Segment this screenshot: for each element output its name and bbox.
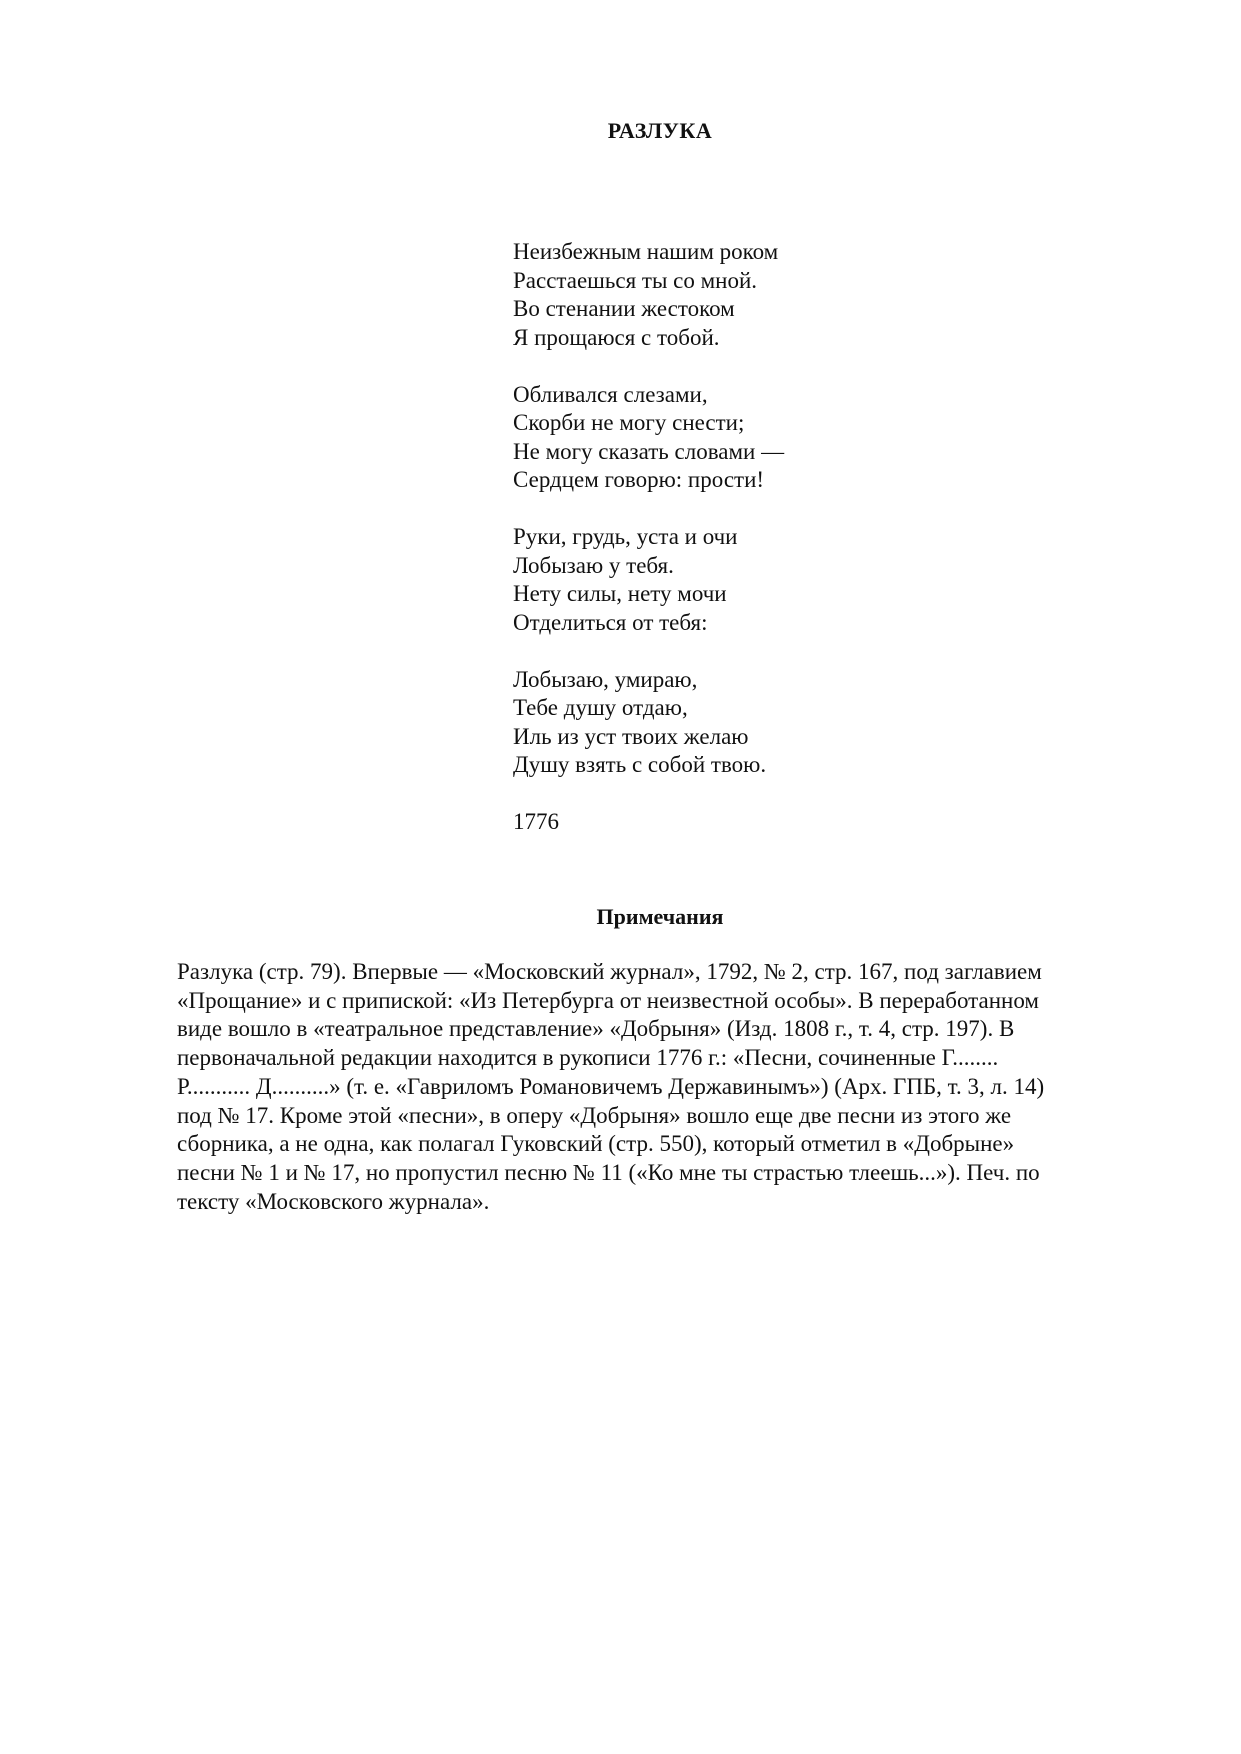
notes-paragraph <box>177 958 1137 1216</box>
stanza-3 <box>513 523 1013 637</box>
poem-line: Иль из уст твоих желаю <box>513 723 749 749</box>
poem-line: Обливался слезами, <box>513 381 708 407</box>
poem-line: Я прощаюся с тобой. <box>513 324 720 350</box>
poem-line: Сердцем говорю: прости! <box>513 467 765 492</box>
notes-line: тексту «Московского журнала». <box>177 1188 490 1214</box>
stanza-4 <box>513 666 1013 780</box>
notes-line: песни № 1 и № 17, но пропустил песню № 11 («Ко мне ты страстью тлеешь...»). Печ. по <box>177 1159 1040 1185</box>
poem-line: Лобызаю, умираю, <box>513 666 698 692</box>
poem-line: Нету силы, нету мочи <box>513 581 727 606</box>
poem-line: Душу взять с собой твою. <box>513 752 767 777</box>
poem-line: Во стенании жестоком <box>513 296 735 321</box>
poem-line: Неизбежным нашим роком <box>513 239 779 264</box>
stanza-1 <box>513 238 1013 352</box>
notes-line: сборника, а не одна, как полагал Гуковский (стр. 550), который отметил в «Добрыне» <box>177 1131 1015 1157</box>
poem-line: Скорби не могу снести; <box>513 410 745 435</box>
notes-line: под № 17. Кроме этой «песни», в оперу «Добрыня» вошло еще две песни из этого же <box>177 1102 1012 1128</box>
notes-line: «Прощание» и с припиской: «Из Петербурга от неизвестной особы». В переработанном <box>177 987 1039 1013</box>
notes-line: Разлука (стр. 79). Впервые — «Московский журнал», 1792, № 2, стр. 167, под заглавием <box>177 959 1042 984</box>
notes-heading: Примечания <box>596 904 724 929</box>
notes-line: виде вошло в «театральное представление» «Добрыня» (Изд. 1808 г., т. 4, стр. 197). В <box>177 1016 1015 1042</box>
poem-year: 1776 <box>513 809 559 834</box>
poem-line: Лобызаю у тебя. <box>513 552 674 578</box>
poem-line: Расстаешься ты со мной. <box>513 267 758 293</box>
poem-line: Не могу сказать словами — <box>513 438 785 464</box>
poem-body <box>513 238 1013 837</box>
notes-line: первоначальной редакции находится в рукописи 1776 г.: «Песни, сочиненные Г........ <box>177 1045 999 1071</box>
poem-line: Отделиться от тебя: <box>513 609 708 635</box>
stanza-2 <box>513 381 1013 495</box>
poem-line: Тебе душу отдаю, <box>513 695 688 720</box>
notes-line: Р........... Д..........» (т. е. «Гавриломъ Романовичемъ Державинымъ») (Арх. ГПБ, т. 3, л. 14) <box>177 1073 1045 1099</box>
poem-line: Руки, грудь, уста и очи <box>513 524 738 549</box>
poem-title: РАЗЛУКА <box>607 118 713 143</box>
